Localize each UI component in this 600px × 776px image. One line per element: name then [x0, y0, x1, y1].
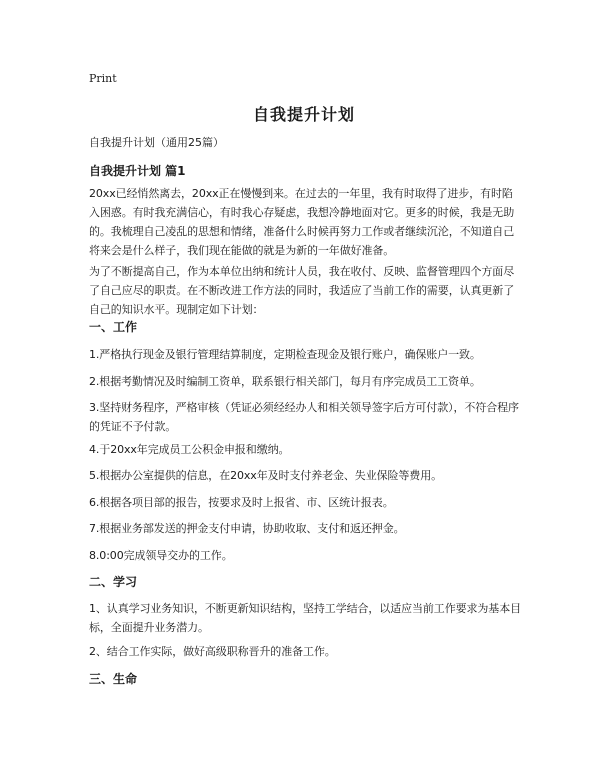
article-title: 自我提升计划 篇1	[89, 164, 186, 178]
print-label: Print	[89, 72, 117, 85]
document-subtitle: 自我提升计划（通用25篇）	[89, 136, 224, 149]
list-item: 6.根据各项目部的报告，按要求及时上报省、市、区统计报表。	[89, 496, 394, 509]
list-item: 4.于20xx年完成员工公积金申报和缴纳。	[89, 443, 290, 456]
list-item: 1、认真学习业务知识，不断更新知识结构，坚持工学结合，以适应当前工作要求为基本目标，全面提升业务潜力。	[89, 602, 521, 634]
section-heading-work: 一、工作	[89, 320, 138, 334]
list-item: 2、结合工作实际，做好高级职称晋升的准备工作。	[89, 645, 336, 658]
list-item: 2.根据考勤情况及时编制工资单，联系银行相关部门，每月有序完成员工工资单。	[89, 375, 481, 388]
section-heading-life: 三、生命	[89, 672, 138, 686]
intro-paragraph: 20xx已经悄然离去，20xx正在慢慢到来。在过去的一年里，我有时取得了进步，有时陷入困惑。有时我充满信心，有时我心存疑虑，我想冷静地面对它。更多的时候，我是无助的。我梳理自己凌乱的思想和情绪，准备什么时候再努力工作或者继续沉沦，不知道自己将来会是什么样子，我们现在能做的就是为新的一年做好准备。	[89, 187, 515, 257]
list-item: 3.坚持财务程序，严格审核（凭证必须经经办人和相关领导签字后方可付款），不符合程序的凭证不予付款。	[89, 401, 519, 433]
intro-paragraph: 为了不断提高自己，作为本单位出纳和统计人员，我在收付、反映、监督管理四个方面尽了自己应尽的职责。在不断改进工作方法的同时，我适应了当前工作的需要，认真更新了自己的知识水平。现制定如下计划：	[89, 265, 515, 316]
list-item: 5.根据办公室提供的信息，在20xx年及时支付养老金、失业保险等费用。	[89, 469, 443, 482]
list-item: 7.根据业务部发送的押金支付申请，协助收取、支付和返还押金。	[89, 522, 405, 535]
page-title: 自我提升计划	[252, 105, 355, 124]
list-item: 1.严格执行现金及银行管理结算制度，定期检查现金及银行账户，确保账户一致。	[89, 348, 481, 361]
list-item: 8.0:00完成领导交办的工作。	[89, 549, 233, 562]
section-heading-study: 二、学习	[89, 575, 138, 589]
